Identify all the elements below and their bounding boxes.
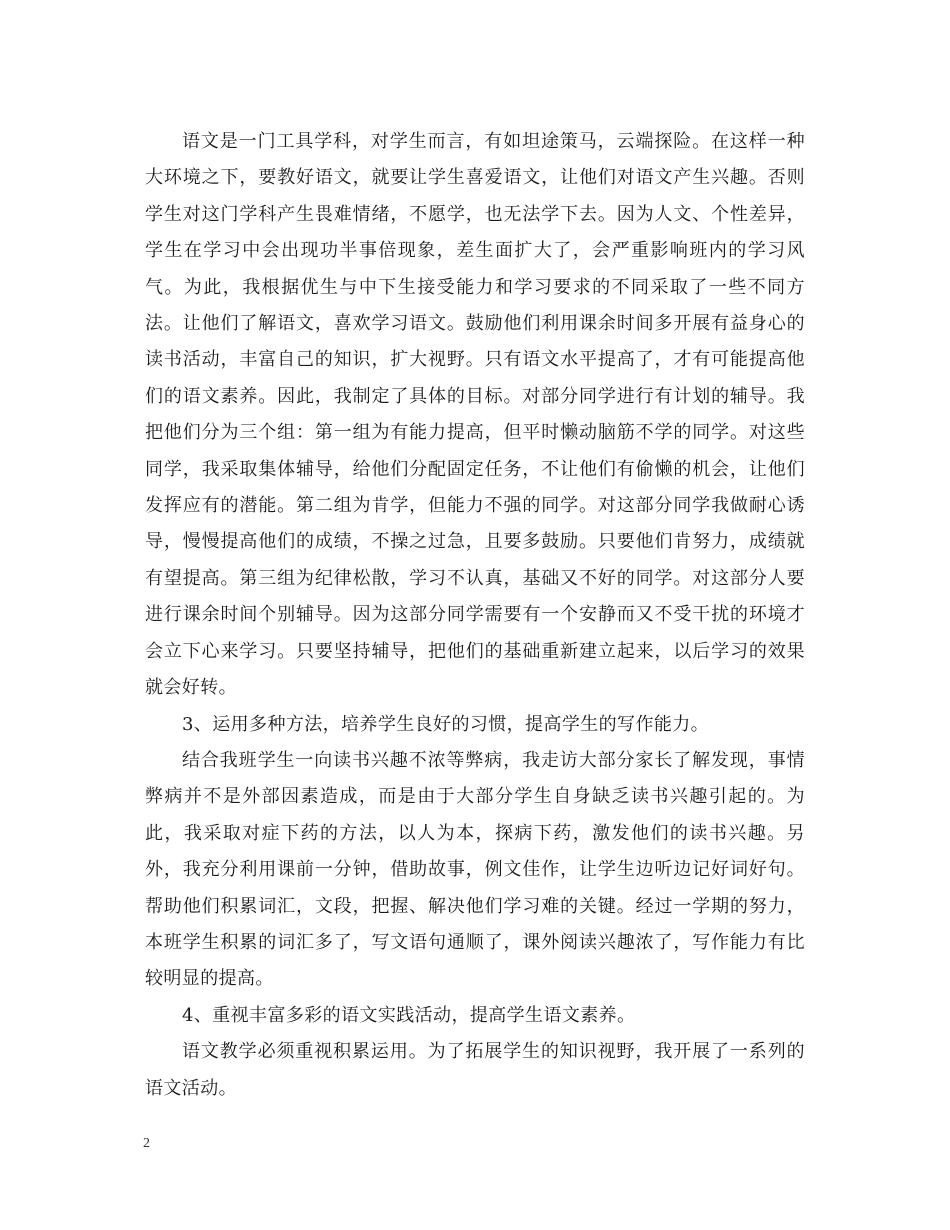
- page-number: 2: [143, 1136, 150, 1151]
- paragraph-language-activities: 语文教学必须重视积累运用。为了拓展学生的知识视野，我开展了一系列的语文活动。: [145, 1041, 805, 1099]
- heading-point-4-practice-activities: 4、重视丰富多彩的语文实践活动，提高学生语文素养。: [182, 1004, 636, 1026]
- document-body: [145, 124, 805, 1107]
- paragraph-student-interest: 语文是一门工具学科，对学生而言，有如坦途策马，云端探险。在这样一种大环境之下，要教好语文，就要让学生喜爱语文，让他们对语文产生兴趣。否则学生对这门学科产生畏难情绪，不愿学，也无法学下去。因为人文、个性差异，学生在学习中会出现功半事倍现象，差生面扩大了，会严重影响班内的学习风气。为此，我根据优生与中下生接受能力和学习要求的不同采取了一些不同方法。让他们了解语文，喜欢学习语文。鼓励他们利用课余时间多开展有益身心的读书活动，丰富自己的知识，扩大视野。只有语文水平提高了，才有可能提高他们的语文素养。因此，我制定了具体的目标。对部分同学进行有计划的辅导。我把他们分为三个组：第一组为有能力提高，但平时懒动脑筋不学的同学。对这些同学，我采取集体辅导，给他们分配固定任务，不让他们有偷懒的机会，让他们发挥应有的潜能。第二组为肯学，但能力不强的同学。对这部分同学我做耐心诱导，慢慢提高他们的成绩，不操之过急，且要多鼓励。只要他们肯努力，成绩就有望提高。第三组为纪律松散，学习不认真，基础又不好的同学。对这部分人要进行课余时间个别辅导。因为这部分同学需要有一个安静而又不受干扰的环境才会立下心来学习。只要坚持辅导，把他们的基础重新建立起来，以后学习的效果就会好转。: [145, 131, 805, 699]
- heading-point-3-writing-ability: 3、运用多种方法，培养学生良好的习惯，提高学生的写作能力。: [182, 713, 710, 735]
- paragraph-reading-interest: 结合我班学生一向读书兴趣不浓等弊病，我走访大部分家长了解发现，事情弊病并不是外部因素造成，而是由于大部分学生自身缺乏读书兴趣引起的。为此，我采取对症下药的方法，以人为本，探病下药，激发他们的读书兴趣。另外，我充分利用课前一分钟，借助故事，例文佳作，让学生边听边记好词好句。帮助他们积累词汇，文段，把握、解决他们学习难的关键。经过一学期的努力，本班学生积累的词汇多了，写文语句通顺了，课外阅读兴趣浓了，写作能力有比较明显的提高。: [145, 749, 805, 990]
